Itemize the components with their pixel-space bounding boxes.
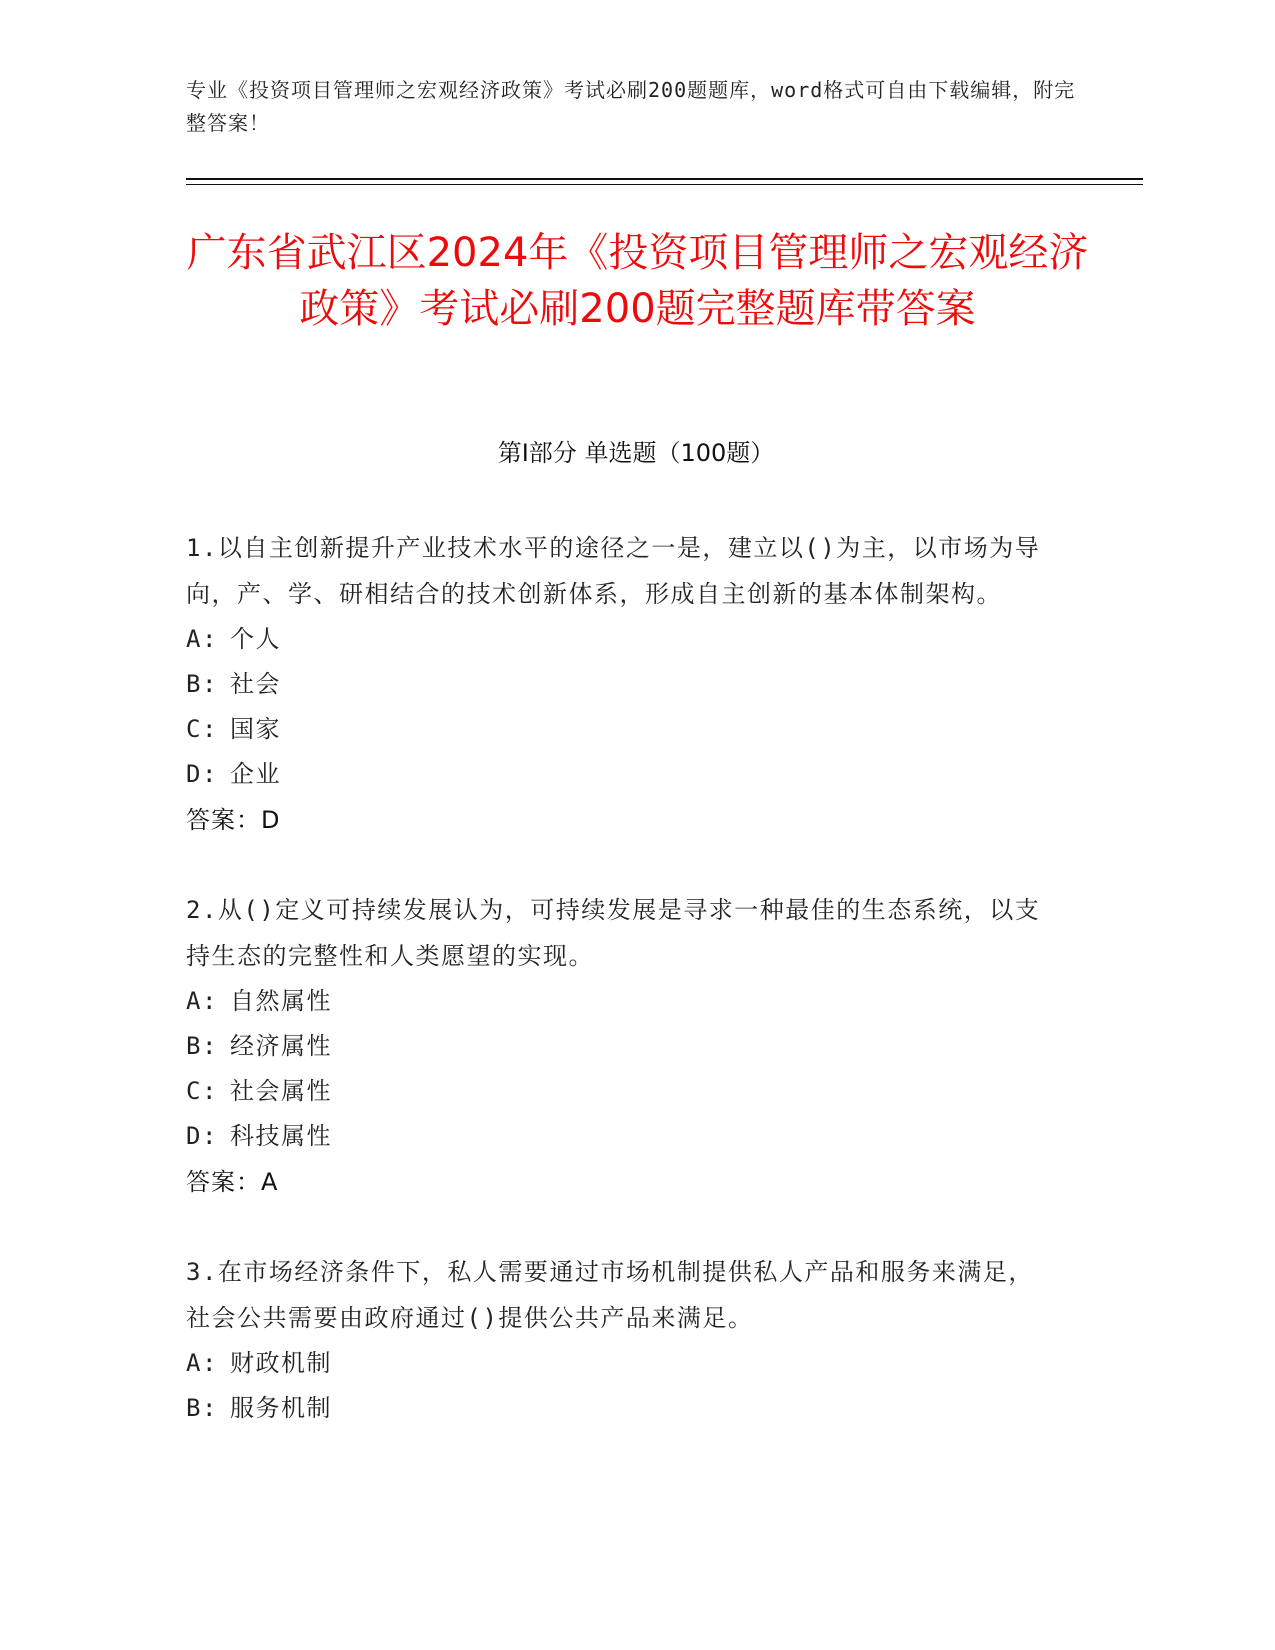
option-letter: B: [186,1394,218,1422]
option-letter: A: [186,1349,218,1377]
option-text: 服务机制 [230,1394,332,1422]
option-letter: C: [186,715,218,743]
answer-line: 答案：A [186,1168,279,1196]
option-text: 国家 [230,715,281,743]
option-b [186,1024,1046,1069]
question-stem: 3.在市场经济条件下，私人需要通过市场机制提供私人产品和服务来满足，社会公共需要由政府通过()提供公共产品来满足。 [186,1258,1034,1332]
option-text: 社会 [230,670,281,698]
option-letter: A: [186,625,218,653]
option-c [186,1069,1046,1114]
option-letter: B: [186,670,218,698]
option-text: 社会属性 [230,1077,332,1105]
header-rule-thick [186,178,1143,180]
answer-line: 答案：D [186,806,281,834]
option-letter: D: [186,1122,218,1150]
option-letter: A: [186,987,218,1015]
header-note: 专业《投资项目管理师之宏观经济政策》考试必刷200题题库，word格式可自由下载编辑，附完整答案！ [186,78,1076,135]
option-b [186,1386,1046,1431]
option-c [186,707,1046,752]
section-heading: 第Ⅰ部分 单选题（100题） [497,439,775,467]
option-text: 个人 [230,625,281,653]
document-title: 广东省武江区2024年《投资项目管理师之宏观经济政策》考试必刷200题完整题库带答案 [186,230,1089,332]
question-3 [186,1249,1046,1431]
question-2 [186,887,1046,1205]
option-text: 经济属性 [230,1032,332,1060]
question-1 [186,525,1046,843]
option-letter: D: [186,760,218,788]
option-a [186,1341,1046,1386]
option-a [186,617,1046,662]
question-list [186,525,1046,1475]
option-text: 财政机制 [230,1349,332,1377]
option-a [186,979,1046,1024]
option-letter: B: [186,1032,218,1060]
option-letter: C: [186,1077,218,1105]
option-text: 科技属性 [230,1122,332,1150]
header-rule-thin [186,184,1143,185]
option-d [186,752,1046,797]
question-stem: 1.以自主创新提升产业技术水平的途径之一是，建立以()为主，以市场为导向，产、学、研相结合的技术创新体系，形成自主创新的基本体制架构。 [186,534,1041,608]
option-d [186,1114,1046,1159]
question-stem: 2.从()定义可持续发展认为，可持续发展是寻求一种最佳的生态系统，以支持生态的完整性和人类愿望的实现。 [186,896,1041,970]
option-b [186,662,1046,707]
option-text: 企业 [230,760,281,788]
option-text: 自然属性 [230,987,332,1015]
